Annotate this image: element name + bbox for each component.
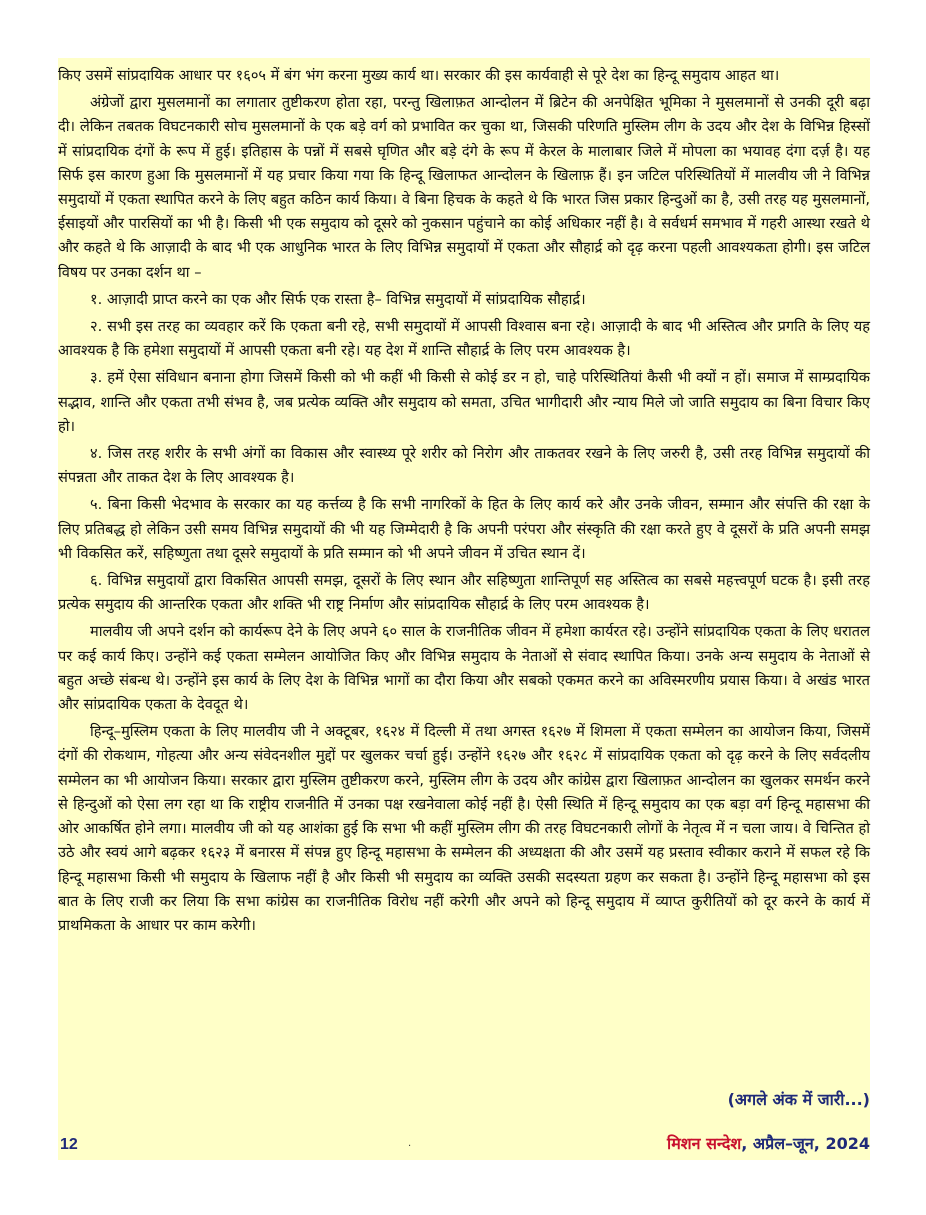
philosophy-point-5: ५. बिना किसी भेदभाव के सरकार का यह कर्त्तव्य है कि सभी नागरिकों के हित के लिए कार्य करे और उनके जीवन, सम्मान और संपत्ति की रक्षा के लिए प्रतिबद्ध हो लेकिन उसी समय विभिन्न समुदायों की भी यह जिम्मेदारी है कि अपनी परंपरा और संस्कृति की रक्षा करते हुए वे दूसरों के प्रति अपनी समझ भी विकसित करें, सहिष्णुता तथा दूसरे समुदायों के प्रति सम्मान को भी अपने जीवन में उचित स्थान दें। — [58, 496, 870, 562]
continued-note: (अगले अंक में जारी...) — [727, 1090, 870, 1109]
page-content-area — [58, 58, 870, 1160]
issue-date: , अप्रैल–जून, 2024 — [741, 1134, 870, 1153]
philosophy-point-2: २. सभी इस तरह का व्यवहार करें कि एकता बनी रहे, सभी समुदायों में आपसी विश्वास बना रहे। आज़ादी के बाद भी अस्तित्व और प्रगति के लिए यह आवश्यक है कि हमेशा समुदायों में आपसी एकता बनी रहे। यह देश में शान्ति सौहार्द्र के लिए परम आवश्यक है। — [58, 318, 870, 360]
footer-separator: . — [408, 1138, 412, 1149]
paragraph-unity-conferences: हिन्दू–मुस्लिम एकता के लिए मालवीय जी ने अक्टूबर, १६२४ में दिल्ली में तथा अगस्त १६२७ में शिमला में एकता सम्मेलन का आयोजन किया, जिसमें दंगों की रोकथाम, गोहत्या और अन्य संवेदनशील मुद्दों पर खुलकर चर्चा हुई। उन्होंने १६२७ और १६२८ में सांप्रदायिक एकता को दृढ़ करने के लिए सर्वदलीय सम्मेलन का भी आयोजन किया। सरकार द्वारा मुस्लिम तुष्टीकरण करने, मुस्लिम लीग के उदय और कांग्रेस द्वारा खिलाफ़त आन्दोलन का खुलकर समर्थन करने से हिन्दुओं को ऐसा लग रहा था कि राष्ट्रीय राजनीति में उनका पक्ष रखनेवाला कोई नहीं है। ऐसी स्थिति में हिन्दू समुदाय का एक बड़ा वर्ग हिन्दू महासभा की ओर आकर्षित होने लगा। मालवीय जी को यह आशंका हुई कि सभा भी कहीं मुस्लिम लीग की तरह विघटनकारी लोगों के नेतृत्व में न चला जाय। वे चिन्तित हो उठे और स्वयं आगे बढ़कर १६२३ में बनारस में संपन्न हुए हिन्दू महासभा के सम्मेलन की अध्यक्षता की और उसमें यह प्रस्ताव स्वीकार कराने में सफल रहे कि हिन्दू महासभा किसी भी समुदाय के खिलाफ नहीं है और किसी भी समुदाय का व्यक्ति उसकी सदस्यता ग्रहण कर सकता है। उन्होंने हिन्दू महासभा को इस बात के लिए राजी कर लिया कि सभा कांग्रेस का राजनीतिक विरोध नहीं करेगी और अपने को हिन्दू समुदाय में व्याप्त कुरीतियों को दूर करने के कार्य में प्राथमिकता के आधार पर काम करेगी। — [58, 723, 870, 934]
paragraph-appeasement: अंग्रेजों द्वारा मुसलमानों का लगातार तुष्टीकरण होता रहा, परन्तु खिलाफ़त आन्दोलन में ब्रिटेन की अनपेक्षित भूमिका ने मुसलमानों से उनकी दूरी बढ़ा दी। लेकिन तबतक विघटनकारी सोच मुसलमानों के एक बड़े वर्ग को प्रभावित कर चुका था, जिसकी परिणति मुस्लिम लीग के उदय और देश के विभिन्न हिस्सों में सांप्रदायिक दंगों के रूप में हुई। इतिहास के पन्नों में सबसे घृणित और बड़े दंगे के रूप में केरल के मालाबार जिले में मोपला का भयावह दंगा दर्ज़ है। यह सिर्फ इस कारण हुआ कि मुसलमानों में यह प्रचार किया गया कि हिन्दू खिलाफत आन्दोलन के खिलाफ़ हैं। इन जटिल परिस्थितियों में मालवीय जी ने विभिन्न समुदायों में एकता स्थापित करने के लिए बहुत कठिन कार्य किया। वे बिना हिचक के कहते थे कि भारत जिस प्रकार हिन्दुओं का है, उसी तरह यह मुसलमानों, ईसाइयों और पारसियों का भी है। किसी भी एक समुदाय को दूसरे को नुकसान पहुंचाने का कोई अधिकार नहीं है। वे सर्वधर्म समभाव में गहरी आस्था रखते थे और कहते थे कि आज़ादी के बाद भी एक आधुनिक भारत के लिए विभिन्न समुदायों में एकता और सौहार्द्र को दृढ़ करना पहली आवश्यकता होगी। इस जटिल विषय पर उनका दर्शन था – — [58, 94, 870, 281]
philosophy-point-4: ४. जिस तरह शरीर के सभी अंगों का विकास और स्वास्थ्य पूरे शरीर को निरोग और ताकतवर रखने के लिए जरुरी है, उसी तरह विभिन्न समुदायों की संपन्नता और ताकत देश के लिए आवश्यक है। — [58, 445, 870, 487]
footer-magazine-issue — [667, 1132, 870, 1154]
philosophy-point-3: ३. हमें ऐसा संविधान बनाना होगा जिसमें किसी को भी कहीं भी किसी से कोई डर न हो, चाहे परिस्थितियां कैसी भी क्यों न हों। समाज में साम्प्रदायिक सद्भाव, शान्ति और एकता तभी संभव है, जब प्रत्येक व्यक्ति और समुदाय को समता, उचित भागीदारी और न्याय मिले जो जाति समुदाय का बिना विचार किए हो। — [58, 369, 870, 435]
philosophy-point-1: १. आज़ादी प्राप्त करने का एक और सिर्फ एक रास्ता है– विभिन्न समुदायों में सांप्रदायिक सौहार्द्र। — [90, 290, 586, 308]
philosophy-point-6: ६. विभिन्न समुदायों द्वारा विकसित आपसी समझ, दूसरों के लिए स्थान और सहिष्णुता शान्तिपूर्ण सह अस्तित्व का सबसे महत्त्वपूर्ण घटक है। इसी तरह प्रत्येक समुदाय की आन्तरिक एकता और शक्ति भी राष्ट्र निर्माण और सांप्रदायिक सौहार्द्र के लिए परम आवश्यक है। — [58, 572, 870, 614]
magazine-name: मिशन सन्देश — [667, 1134, 742, 1153]
article-body — [58, 64, 870, 941]
paragraph-political-life: मालवीय जी अपने दर्शन को कार्यरूप देने के लिए अपने ६० साल के राजनीतिक जीवन में हमेशा कार्यरत रहे। उन्होंने सांप्रदायिक एकता के लिए धरातल पर कई कार्य किए। उन्होंने कई एकता सम्मेलन आयोजित किए और विभिन्न समुदाय के नेताओं से संवाद स्थापित किया। उनके अन्य समुदाय के नेताओं से बहुत अच्छे संबन्ध थे। उन्होंने इस कार्य के लिए देश के विभिन्न भागों का दौरा किया और सबको एकमत करने का अविस्मरणीय प्रयास किया। वे अखंड भारत और सांप्रदायिक एकता के देवदूत थे। — [58, 623, 870, 714]
page-number: 12 — [60, 1136, 78, 1153]
paragraph-continuation: किए उसमें सांप्रदायिक आधार पर १६०५ में बंग भंग करना मुख्य कार्य था। सरकार की इस कार्यवाही से पूरे देश का हिन्दू समुदाय आहत था। — [58, 67, 780, 84]
